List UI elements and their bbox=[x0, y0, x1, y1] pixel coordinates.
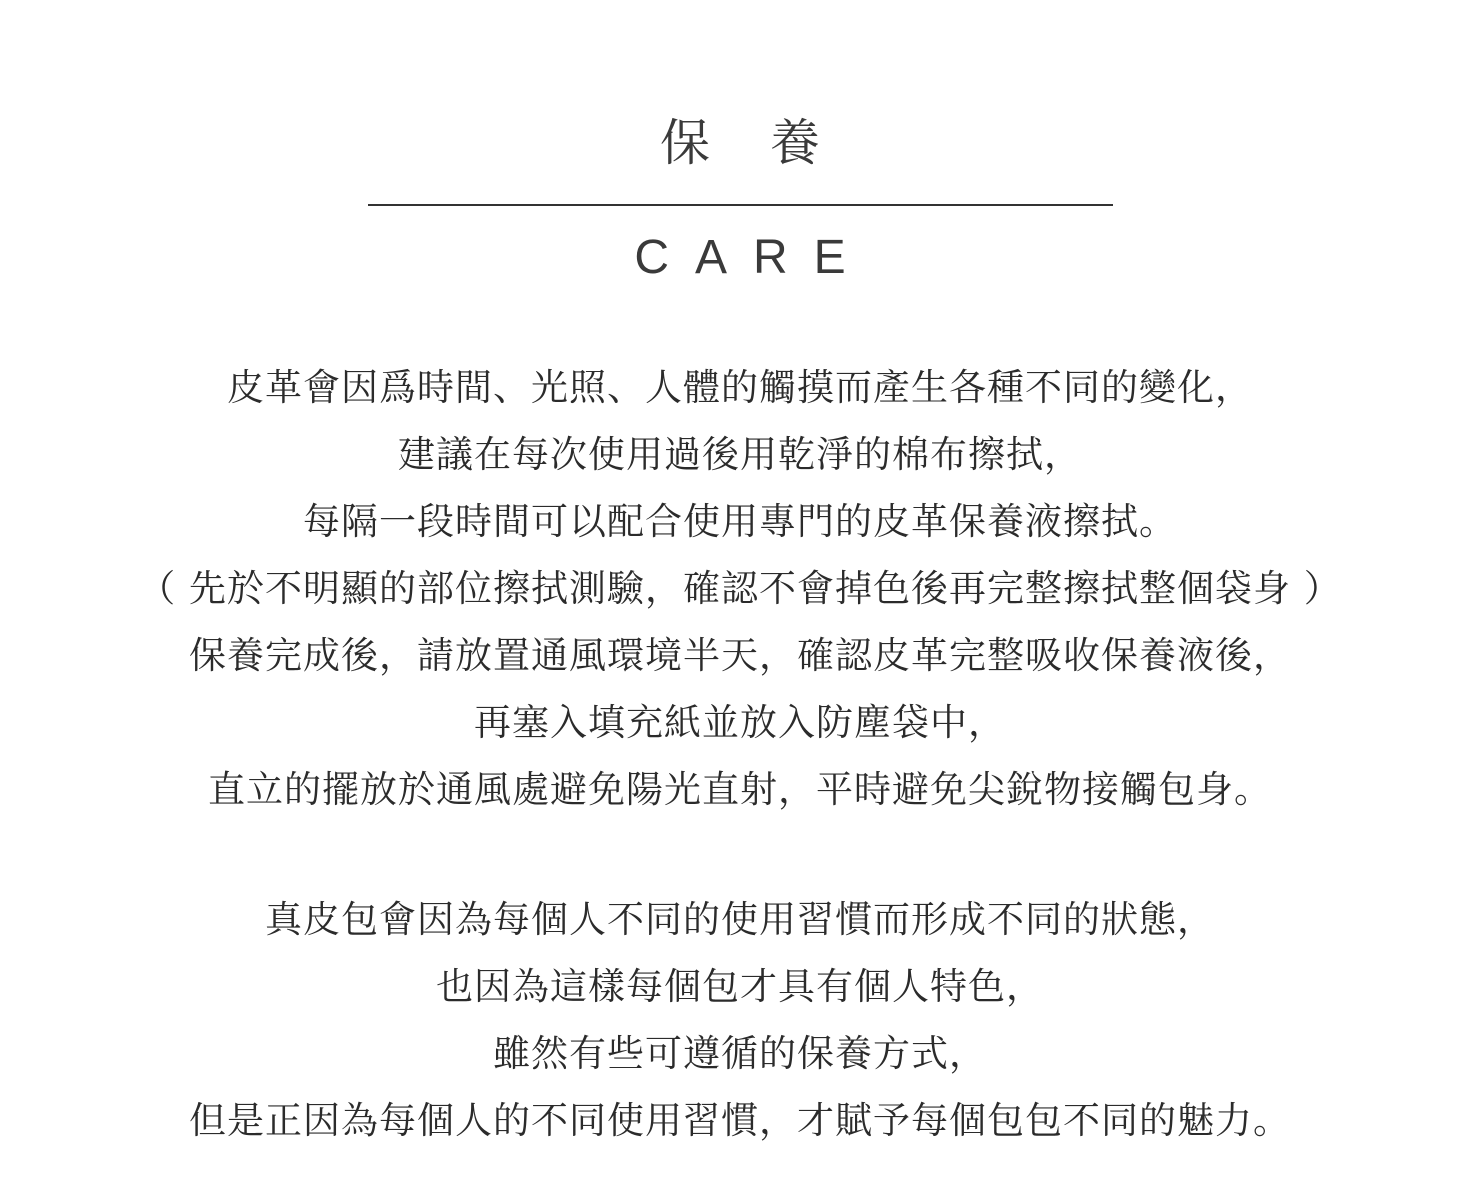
character-line: 真皮包會因為每個人不同的使用習慣而形成不同的狀態， bbox=[265, 898, 1215, 941]
care-line: 直立的擺放於通風處避免陽光直射，平時避免尖銳物接觸包身。 bbox=[208, 768, 1272, 811]
title-divider bbox=[368, 204, 1113, 206]
care-line: （ 先於不明顯的部位擦拭測驗，確認不會掉色後再完整擦拭整個袋身 ） bbox=[138, 567, 1342, 610]
character-line: 也因為這樣每個包才具有個人特色， bbox=[436, 965, 1044, 1008]
section-title-english: CARE bbox=[634, 231, 872, 284]
character-line: 但是正因為每個人的不同使用習慣，才賦予每個包包不同的魅力。 bbox=[189, 1099, 1291, 1142]
care-line: 建議在每次使用過後用乾淨的棉布擦拭， bbox=[398, 433, 1082, 476]
care-line: 再塞入填充紙並放入防塵袋中， bbox=[474, 701, 1006, 744]
character-line: 雖然有些可遵循的保養方式， bbox=[493, 1032, 987, 1075]
care-instructions-paragraph bbox=[0, 354, 1480, 823]
leather-character-paragraph bbox=[0, 886, 1480, 1154]
care-line: 每隔一段時間可以配合使用專門的皮革保養液擦拭。 bbox=[303, 500, 1177, 543]
care-line: 保養完成後，請放置通風環境半天，確認皮革完整吸收保養液後， bbox=[189, 634, 1291, 677]
care-line: 皮革會因爲時間、光照、人體的觸摸而產生各種不同的變化， bbox=[227, 366, 1253, 409]
section-title-chinese: 保 養 bbox=[660, 114, 842, 172]
